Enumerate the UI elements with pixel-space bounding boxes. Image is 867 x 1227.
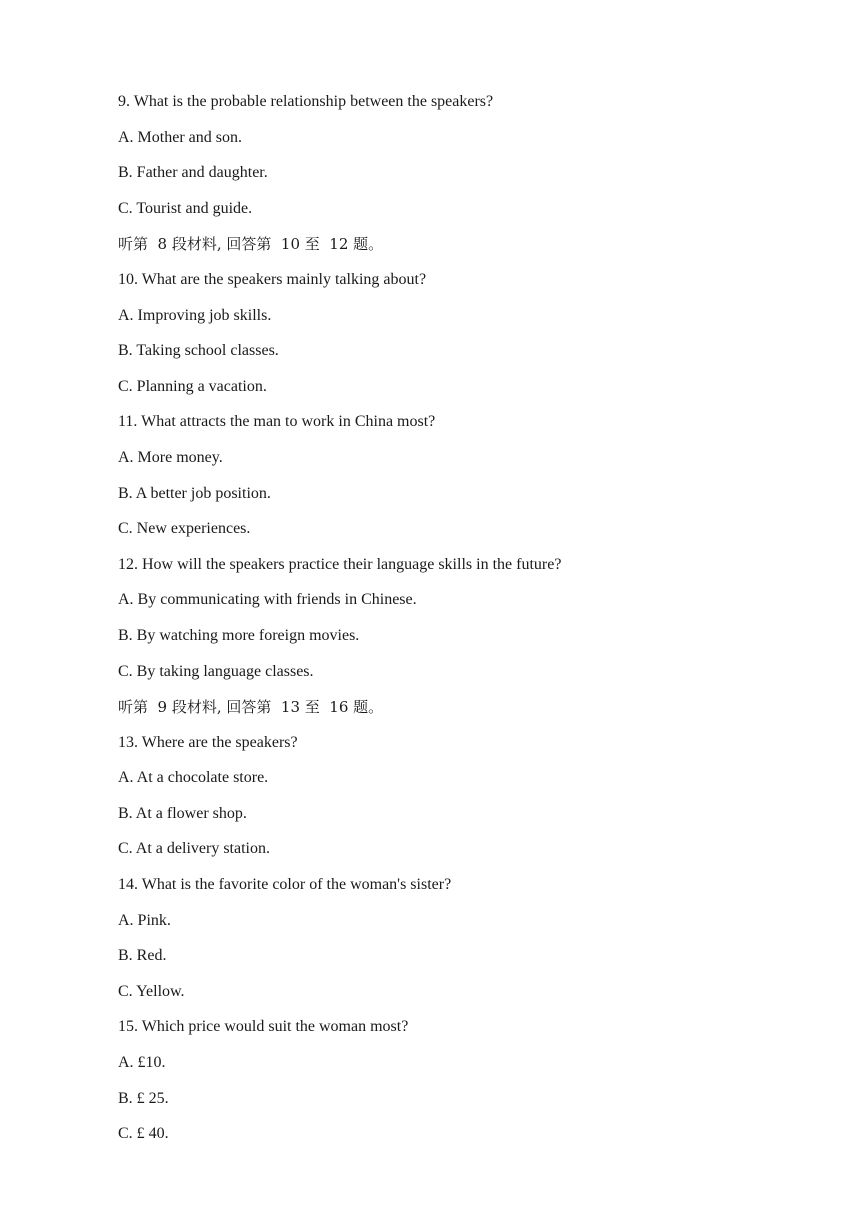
answer-option: B. £ 25. — [118, 1089, 169, 1107]
answer-option: B. At a flower shop. — [118, 804, 247, 822]
section-instruction: 听第 9 段材料, 回答第 13 至 16 题。 — [118, 698, 384, 717]
answer-option: C. By taking language classes. — [118, 662, 314, 680]
answer-option: A. £10. — [118, 1054, 166, 1072]
question-text: 12. How will the speakers practice their language skills in the future? — [118, 555, 562, 573]
question-text: 9. What is the probable relationship between the speakers? — [118, 93, 494, 110]
answer-option: C. £ 40. — [118, 1125, 169, 1143]
question-text: 11. What attracts the man to work in China most? — [118, 413, 436, 431]
question-text: 10. What are the speakers mainly talking about? — [118, 270, 427, 288]
question-text: 15. Which price would suit the woman most? — [118, 1018, 409, 1036]
section-instruction: 听第 8 段材料, 回答第 10 至 12 题。 — [118, 235, 384, 254]
question-text: 14. What is the favorite color of the woman's sister? — [118, 876, 452, 894]
question-text: 13. Where are the speakers? — [118, 733, 298, 751]
question-list — [118, 88, 561, 1156]
answer-option: C. Tourist and guide. — [118, 199, 253, 217]
answer-option: C. At a delivery station. — [118, 840, 270, 858]
answer-option: A. By communicating with friends in Chinese. — [118, 591, 417, 609]
answer-option: B. A better job position. — [118, 484, 271, 502]
answer-option: B. By watching more foreign movies. — [118, 626, 360, 644]
answer-option: A. Improving job skills. — [118, 306, 272, 324]
answer-option: C. New experiences. — [118, 520, 251, 538]
answer-option: B. Red. — [118, 947, 167, 965]
answer-option: A. Pink. — [118, 911, 171, 929]
answer-option: A. At a chocolate store. — [118, 769, 269, 787]
answer-option: C. Yellow. — [118, 982, 185, 1000]
answer-option: B. Father and daughter. — [118, 164, 268, 182]
answer-option: A. More money. — [118, 448, 223, 466]
answer-option: C. Planning a vacation. — [118, 377, 267, 395]
answer-option: A. Mother and son. — [118, 128, 242, 146]
answer-option: B. Taking school classes. — [118, 342, 279, 360]
